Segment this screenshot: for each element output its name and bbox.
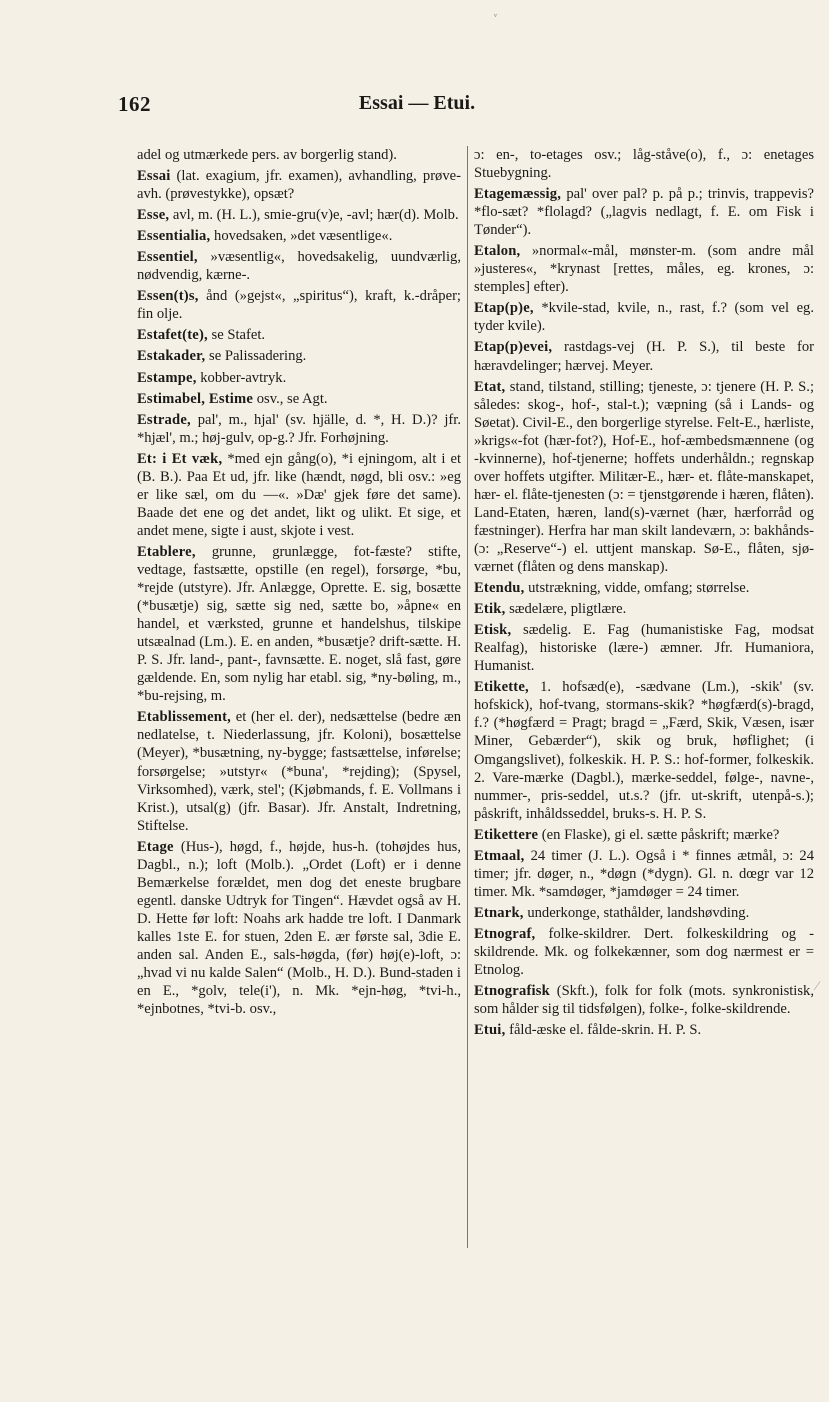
entry-definition: avl, m. (H. L.), smie-gru(v)e, -avl; hær(d). Molb. — [172, 207, 459, 224]
entry-headword: Et: i Et væk, — [137, 450, 223, 467]
entry-definition: et (her el. der), nedsættelse (bedre æn nedlatelse, t. Niederlassung, jfr. Koloni), bosættelse (Meyer), *busætning, ny-bygge; fastsættelse, inførelse; forsørgelse; »utstyr« (*buna', *rejding); (Spysel, Virksomhed), værk, stel'; (Kjøbmands, f. E. Vollmans i Krist.), utsal(g) (jfr. Basar). Jfr. Anstalt, Indretning, Stiftelse. — [137, 709, 461, 834]
entry-definition: sædelig. E. Fag (humanistiske Fag, modsat Realfag), historiske (lære-) æmner. Jfr. Humaniora, Humanist. — [474, 622, 814, 675]
entry-headword: Etui, — [474, 1022, 506, 1039]
entry-headword: Etnografisk — [474, 983, 550, 1000]
dictionary-entry — [137, 369, 461, 387]
entry-headword: Etisk, — [474, 622, 512, 639]
entry-headword: Estakader, — [137, 348, 206, 365]
dictionary-entry — [474, 299, 814, 335]
entry-definition: se Palissadering. — [209, 348, 307, 365]
dictionary-entry — [137, 326, 461, 344]
dictionary-entry — [474, 925, 814, 979]
entry-headword: Estampe, — [137, 369, 197, 386]
entry-definition: »normal«-mål, mønster-m. (som andre mål »justeres«, *krynast [rettes, måles, eg. krones, ɔ: stemples] efter). — [474, 243, 814, 296]
dictionary-entry — [137, 450, 461, 540]
entry-definition: pal', m., hjal' (sv. hjälle, d. *, H. D.)? jfr. *hjæl', m.; høj-gulv, op-g.? Jfr. Forhøjning. — [137, 411, 461, 446]
entry-definition: stand, tilstand, stilling; tjeneste, ɔ: tjenere (H. P. S.; således: skog-, hof-, stal-t.); væpning (så i Lands- og Søetat). Civil-E., den borgerlige styrelse. Felt-E., hærliste, »krigs«-fot (hær-fot?), Hof-E., hof-æmbedsmænnene (og -kvinnerne), hof-tjenerne; hoffets underhåldn.; regnskap over hoffets utgifter. Militær-E., hær- et. flåte-manskapet, hær- el. flåte-tjenesten (ɔ: = tjenstgørende i hæren, flåten). Land-Etaten, hæren, land(s)-værnet (hær, hærforråd og fæstninger). Herfra har man skilt landeværn, ɔ: bakhånds- (ɔ: „Reserve“-) el. uttjent manskap. Sø-E., flåten, sjø-værnet (flåten og dens manskap). — [474, 378, 814, 576]
dictionary-entry — [137, 206, 461, 224]
dictionary-entry — [137, 543, 461, 705]
entry-definition: »væsentlig«, hovedsakelig, uundværlig, nødvendig, kærne-. — [137, 249, 461, 284]
dictionary-entry — [137, 167, 461, 203]
entry-headword: Etablere, — [137, 543, 196, 560]
column-rule — [467, 146, 468, 1248]
entry-definition: folke-skildrer. Dert. folkeskildring og -skildrende. Mk. og folkekænner, som dog nærmest er = Etnolog. — [474, 925, 814, 979]
entry-definition: rastdags-vej (H. P. S.), til beste for hæravdelinger; hærvej. Meyer. — [474, 339, 814, 374]
entry-definition: adel og utmærkede pers. av borgerlig stand). — [137, 147, 397, 163]
entry-definition: osv., se Agt. — [256, 390, 328, 407]
dictionary-entry — [137, 248, 461, 284]
entry-definition: (Skft.), folk for folk (mots. synkronistisk, som hålder sig til tidsfølgen), folke-, folke-skildrende. — [474, 983, 814, 1018]
margin-mark: ⁄ — [816, 978, 819, 993]
entry-headword: Etendu, — [474, 580, 525, 597]
entry-definition: fåld-æske el. fålde-skrin. H. P. S. — [509, 1022, 702, 1039]
entry-definition: *kvile-stad, kvile, n., rast, f.? (som vel eg. tyder kvile). — [474, 300, 814, 335]
entry-definition: (Hus-), høgd, f., højde, hus-h. (tohøjdes hus, Dagbl., n.); loft (Molb.). „Ordet (Loft) er i denne Bemærkelse forældet, men dog det eneste brugbare egentl. danske Udtryk for Tingen“. Hævdet også av H. D. Hette før loft: Noahs ark hadde tre loft. I Danmark kalles 1ste E. for stuen, 2den E. ær første sal, 3die E. anden sal. Anden E., sals-høgda, (før) høj(e)-loft, ɔ: „hvad vi nu kalde Salen“ (Molb., H. D.). Bund-staden i en E., *golv, tele(i'), n. Mk. *ejn-høg, *tvi-h., *ejnbotnes, *tvi-b. osv., — [137, 838, 461, 1018]
dictionary-entry — [137, 227, 461, 245]
dictionary-entry — [137, 347, 461, 365]
page-header — [118, 92, 716, 128]
entry-definition: utstrækning, vidde, omfang; størrelse. — [528, 580, 750, 597]
entry-headword: Etablissement, — [137, 709, 232, 726]
entry-definition: 24 timer (J. L.). Også i * finnes ætmål, ɔ: 24 timer; jfr. døger, n., *døgn (*dygn). Gl. n. dœgr var 12 timer. Mk. *samdøger, *jamdøger = 24 timer. — [474, 847, 814, 900]
entry-definition: *med ejn gång(o), *i ejningom, alt i et (B. B.). Paa Et ud, jfr. like (hændt, nøgd, bli osv.: »eg er like sæl, om du —«. »Dæ' gjek føre det same). Baade det ene og det andet, likt og ulikt. Et sige, et andet mene, sigte i aust, skjote i vest. — [137, 450, 462, 539]
entry-definition: ånd (»gejst«, „spiritus“), kraft, k.-dråper; fin olje. — [137, 288, 461, 323]
entry-headword: Etage — [137, 838, 174, 855]
dictionary-entry — [137, 708, 461, 834]
entry-headword: Esse, — [137, 207, 170, 224]
dictionary-entry — [474, 242, 814, 296]
entry-headword: Etap(p)e, — [474, 300, 534, 317]
dictionary-entry — [474, 1021, 814, 1039]
dictionary-entry — [474, 904, 814, 922]
entry-headword: Etmaal, — [474, 847, 525, 864]
dictionary-entry — [137, 411, 461, 447]
entry-definition: 1. hofsæd(e), -sædvane (Lm.), -skik' (sv. hofskick), hof-tvang, stormans-skik? *høgfærd(s)-bragd, f.? (*høgfærd = Pragt; bragd = „Færd, Skik, Væsen, især Miner, Gebærder“), skik og bruk, høflighet; (i Omgangslivet), folkeskik. H. P. S.: hof-former, folkeskik. 2. Vare-mærke (Dagbl.), mærke-seddel, følge-, navne-, nummer-, pris-seddel, ut.s.? (jfr. ut-skrift, utenpå-s.); påskrift, inhåldsseddel, bruks-s. H. P. S. — [474, 679, 814, 822]
entry-definition: kobber-avtryk. — [200, 369, 287, 386]
entry-headword: Estafet(te), — [137, 327, 208, 344]
entry-definition: grunne, grunlægge, fot-fæste? stifte, vedtage, fastsætte, opstille (en regel), forsørge, *bu, *rejde (utstyre). Jfr. Anlægge, Oprette. E. sig, bosætte (*busætje) sig, sætte sig ned, sætte bo, »åpne« en handel, et værksted, grunne et handelshus, tilskipe utsæalnad (Lm.). E. en anden, *busætje? drift-sætte. H. P. S. Jfr. land-, pant-, favnsætte. E. noget, slå fast, gøre gældende. En, som nylig har etabl. sig, *ny-bøling, m., *bu-rejsing, m. — [137, 543, 461, 705]
top-mark: ᵥ — [494, 8, 497, 19]
entry-headword: Etap(p)evei, — [474, 339, 553, 356]
dictionary-entry — [137, 287, 461, 323]
dictionary-entry — [474, 826, 814, 844]
dictionary-entry — [137, 838, 461, 1018]
dictionary-entry — [474, 146, 814, 182]
entry-headword: Etat, — [474, 378, 506, 395]
entry-definition: (lat. exagium, jfr. examen), avhandling, prøve-avh. (prøvestykke), opsæt? — [137, 168, 461, 203]
entry-definition: (en Flaske), gi el. sætte påskrift; mærke? — [541, 826, 780, 843]
running-head: Essai — Etui. — [358, 92, 476, 114]
dictionary-entry — [474, 338, 814, 374]
right-column — [474, 146, 814, 1042]
dictionary-entry — [474, 847, 814, 901]
entry-definition: pal' over pal? p. på p.; trinvis, trappevis? *flo-sæt? *flolagd? („lagvis nedlagt, f. E. om Fisk i Tønder“). — [474, 186, 814, 239]
entry-headword: Essen(t)s, — [137, 288, 199, 305]
entry-headword: Etnograf, — [474, 925, 536, 942]
entry-definition: hovedsaken, »det væsentlige«. — [214, 228, 393, 245]
page-number: 162 — [118, 92, 151, 116]
entry-headword: Etikettere — [474, 826, 539, 843]
dictionary-entry — [137, 146, 461, 164]
entry-headword: Essentiel, — [137, 249, 198, 266]
entry-definition: ɔ: en-, to-etages osv.; låg-ståve(o), f., ɔ: enetages Stuebygning. — [474, 147, 814, 182]
entry-headword: Etik, — [474, 601, 506, 618]
left-column — [137, 146, 461, 1021]
dictionary-entry — [474, 621, 814, 675]
dictionary-entry — [474, 378, 814, 577]
entry-definition: se Stafet. — [211, 327, 266, 344]
dictionary-entry — [137, 390, 461, 408]
entry-definition: underkonge, stathålder, landshøvding. — [527, 904, 750, 921]
entry-headword: Essai — [137, 168, 171, 185]
dictionary-entry — [474, 678, 814, 822]
entry-definition: sædelære, pligtlære. — [509, 601, 627, 618]
dictionary-entry — [474, 185, 814, 239]
entry-headword: Etikette, — [474, 679, 529, 696]
dictionary-entry — [474, 579, 814, 597]
entry-headword: Etalon, — [474, 243, 521, 260]
entry-headword: Etnark, — [474, 904, 524, 921]
entry-headword: Estrade, — [137, 411, 191, 428]
entry-headword: Etagemæssig, — [474, 186, 562, 203]
dictionary-entry — [474, 600, 814, 618]
entry-headword: Essentialia, — [137, 228, 211, 245]
dictionary-entry — [474, 982, 814, 1018]
entry-headword: Estimabel, Estime — [137, 390, 254, 407]
